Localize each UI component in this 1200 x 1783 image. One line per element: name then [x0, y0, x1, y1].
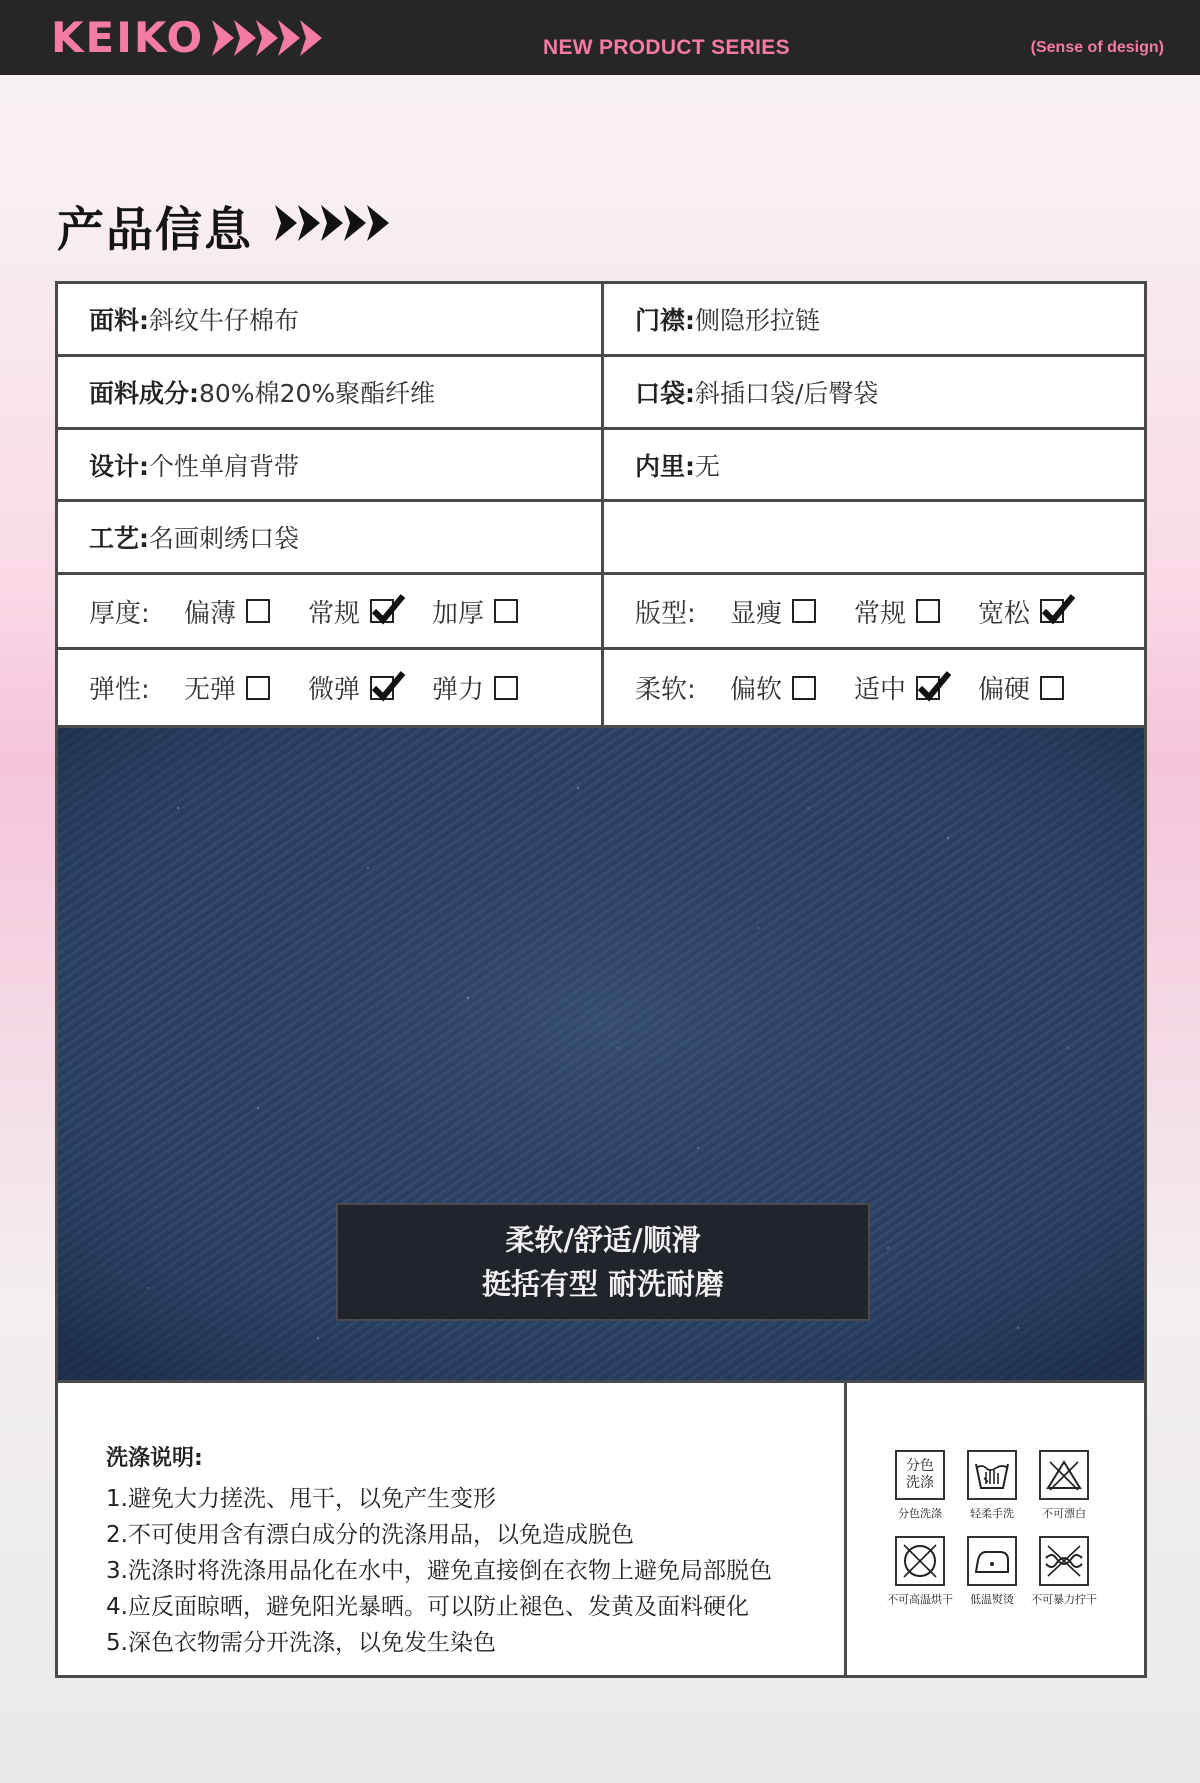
fabric-caption	[336, 1203, 870, 1321]
option-head: 柔软:	[635, 675, 696, 705]
checkmark-icon	[917, 668, 951, 702]
info-value: 无	[695, 451, 721, 481]
checkbox-unchecked[interactable]	[1040, 676, 1064, 700]
info-label: 门襟:	[635, 306, 695, 335]
info-row	[58, 430, 1144, 502]
option-medium[interactable]	[854, 669, 940, 706]
info-label: 内里:	[635, 451, 695, 481]
option-cell-softness	[604, 650, 1144, 725]
checkbox-checked[interactable]	[370, 676, 394, 700]
option-cell-thickness	[58, 575, 604, 647]
icon-caption: 不可漂白	[1042, 1507, 1086, 1520]
option-label: 偏薄	[184, 598, 237, 629]
info-cell-design	[58, 430, 604, 499]
option-label: 宽松	[978, 598, 1031, 629]
option-row	[58, 650, 1144, 725]
option-no-stretch[interactable]	[184, 669, 270, 706]
care-line: 2.不可使用含有漂白成分的洗涤用品，以免造成脱色	[106, 1522, 634, 1548]
no-tumble-dry-icon	[895, 1536, 945, 1586]
checkbox-checked[interactable]	[370, 599, 394, 623]
icon-caption: 轻柔手洗	[970, 1507, 1014, 1520]
checkbox-unchecked[interactable]	[494, 599, 518, 623]
care-title: 洗涤说明:	[106, 1446, 203, 1471]
info-cell-empty	[604, 502, 1144, 572]
info-value: 侧隐形拉链	[695, 306, 821, 335]
low-iron-icon	[967, 1536, 1017, 1586]
option-group	[635, 593, 1102, 630]
wash-separately-icon	[895, 1450, 945, 1500]
option-thick[interactable]	[432, 593, 518, 630]
info-row	[58, 284, 1144, 357]
info-cell-pocket	[604, 357, 1144, 427]
care-text-panel	[58, 1383, 847, 1675]
option-group	[89, 669, 556, 706]
brand-logo: KEIKO	[51, 13, 205, 62]
section-title: 产品信息	[57, 203, 253, 258]
option-cell-elasticity	[58, 650, 604, 725]
option-loose[interactable]	[978, 593, 1064, 630]
option-label: 无弹	[184, 675, 237, 705]
info-value: 个性单肩背带	[149, 451, 300, 481]
info-label: 工艺:	[89, 524, 149, 553]
info-cell-placket	[604, 284, 1144, 354]
series-label: NEW PRODUCT SERIES	[543, 36, 790, 59]
checkbox-unchecked[interactable]	[246, 599, 270, 623]
icon-caption: 分色洗涤	[898, 1507, 942, 1520]
info-label: 设计:	[89, 451, 149, 481]
option-stiff[interactable]	[978, 669, 1064, 706]
caption-line: 挺括有型 耐洗耐磨	[481, 1267, 725, 1301]
tagline: (Sense of design)	[1030, 39, 1164, 56]
info-row	[58, 357, 1144, 430]
care-instructions	[55, 1380, 1147, 1678]
checkbox-unchecked[interactable]	[792, 599, 816, 623]
caption-line: 柔软/舒适/顺滑	[505, 1223, 701, 1257]
care-icons-panel	[850, 1383, 1144, 1675]
option-label: 偏硬	[978, 675, 1031, 705]
checkmark-icon	[1041, 591, 1075, 625]
option-label: 加厚	[432, 598, 485, 629]
option-head: 厚度:	[89, 598, 150, 629]
option-head: 弹性:	[89, 675, 150, 705]
info-value: 斜插口袋/后臀袋	[695, 379, 879, 408]
checkmark-icon	[371, 668, 405, 702]
icon-text: 洗涤	[906, 1475, 934, 1491]
info-label: 面料成分:	[89, 379, 199, 408]
option-label: 常规	[854, 598, 907, 629]
product-info-table	[55, 281, 1147, 728]
care-icon-item	[952, 1536, 1032, 1607]
care-line: 5.深色衣物需分开洗涤，以免发生染色	[106, 1630, 496, 1656]
info-label: 面料:	[89, 306, 149, 335]
info-cell-fabric	[58, 284, 604, 354]
option-group	[89, 593, 556, 630]
icon-caption: 不可暴力拧干	[1031, 1593, 1097, 1606]
care-line: 4.应反面晾晒，避免阳光暴晒。可以防止褪色、发黄及面料硬化	[106, 1594, 749, 1620]
option-head: 版型:	[635, 598, 696, 629]
option-label: 常规	[308, 598, 361, 629]
arrows-decoration-icon	[212, 18, 330, 58]
option-cell-fit	[604, 575, 1144, 647]
no-wring-icon	[1039, 1536, 1089, 1586]
checkbox-unchecked[interactable]	[494, 676, 518, 700]
care-line: 1.避免大力搓洗、甩干，以免产生变形	[106, 1486, 496, 1512]
option-row	[58, 575, 1144, 650]
info-cell-composition	[58, 357, 604, 427]
option-slight-stretch[interactable]	[308, 669, 394, 706]
checkbox-unchecked[interactable]	[916, 599, 940, 623]
checkbox-unchecked[interactable]	[246, 676, 270, 700]
hand-wash-icon	[967, 1450, 1017, 1500]
option-regular[interactable]	[308, 593, 394, 630]
option-label: 显瘦	[730, 598, 783, 629]
info-label: 口袋:	[635, 379, 695, 408]
care-icon-item	[880, 1536, 960, 1607]
care-icon-item	[1024, 1536, 1104, 1607]
option-stretch[interactable]	[432, 669, 518, 706]
option-slim[interactable]	[730, 593, 816, 630]
info-row	[58, 502, 1144, 575]
denim-fabric-image	[55, 728, 1147, 1380]
info-value: 80%棉20%聚酯纤维	[199, 379, 436, 408]
arrows-decoration-icon	[275, 201, 395, 245]
option-label: 适中	[854, 675, 907, 705]
icon-text: 分色	[906, 1458, 934, 1474]
care-icon-item	[1024, 1450, 1104, 1521]
care-icon-item	[952, 1450, 1032, 1521]
care-icon-item	[880, 1450, 960, 1521]
option-label: 微弹	[308, 675, 361, 705]
checkmark-icon	[371, 591, 405, 625]
info-cell-lining	[604, 430, 1144, 499]
checkbox-checked[interactable]	[916, 676, 940, 700]
info-value: 斜纹牛仔棉布	[149, 306, 300, 335]
icon-caption: 不可高温烘干	[887, 1593, 953, 1606]
care-line: 3.洗涤时将洗涤用品化在水中，避免直接倒在衣物上避免局部脱色	[106, 1558, 772, 1584]
info-value: 名画刺绣口袋	[149, 524, 300, 553]
option-soft[interactable]	[730, 669, 816, 706]
option-thin[interactable]	[184, 593, 270, 630]
checkbox-unchecked[interactable]	[792, 676, 816, 700]
option-regular-fit[interactable]	[854, 593, 940, 630]
header-bar	[0, 0, 1200, 75]
icon-caption: 低温熨烫	[970, 1593, 1014, 1606]
option-group	[635, 669, 1102, 706]
option-label: 弹力	[432, 675, 485, 705]
info-cell-craft	[58, 502, 604, 572]
option-label: 偏软	[730, 675, 783, 705]
no-bleach-icon	[1039, 1450, 1089, 1500]
checkbox-checked[interactable]	[1040, 599, 1064, 623]
